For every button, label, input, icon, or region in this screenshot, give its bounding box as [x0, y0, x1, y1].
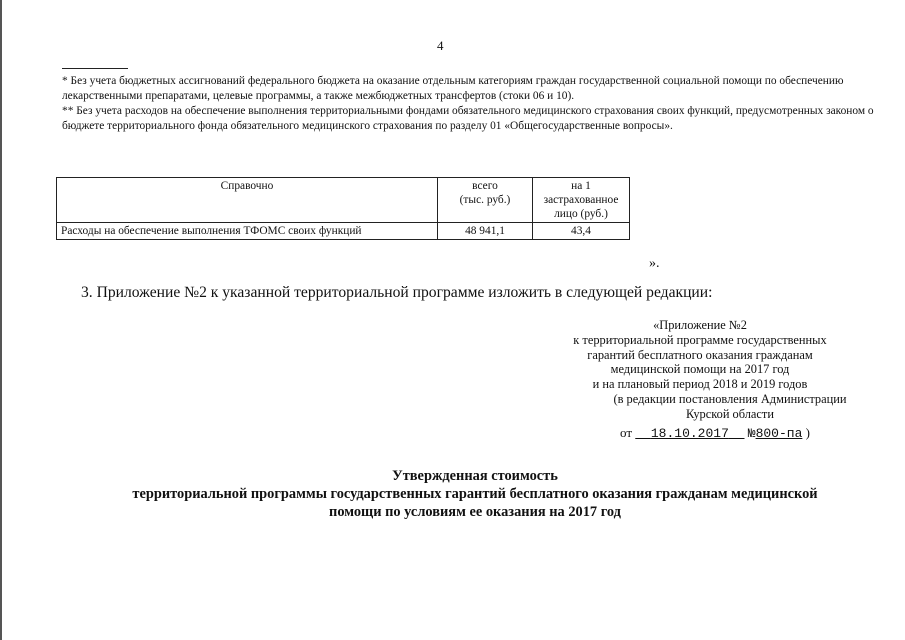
annex-line: Курской области	[686, 406, 774, 421]
header-reference: Справочно	[57, 178, 438, 223]
annex-line: «Приложение №2	[653, 318, 747, 332]
annex-line: медицинской помощи на 2017 год	[610, 362, 790, 377]
header-per-insured: на 1 застрахованное лицо (руб.)	[533, 178, 630, 223]
table-row	[57, 223, 630, 240]
title-line: Утвержденная стоимость	[392, 468, 558, 484]
annex-header	[540, 318, 860, 422]
page-left-edge	[0, 0, 2, 640]
annex-line: и на плановый период 2018 и 2019 годов	[592, 377, 808, 392]
footnote-separator	[62, 68, 128, 69]
annex-line: к территориальной программе государственных	[573, 332, 827, 347]
document-title	[60, 467, 890, 521]
header-total: всего (тыс. руб.)	[438, 178, 533, 223]
annex-line: (в редакции постановления Администрации	[613, 391, 847, 406]
resolution-date: 18.10.2017	[650, 426, 729, 441]
row-total: 48 941,1	[438, 223, 533, 240]
footnote-2: ** Без учета расходов на обеспечение выполнения территориальными фондами обязательного медицинского страхования своих функций, предусмотренных законом о бюджете территориального фонда обязательного медицинского страхования по разделу 01 «Общегосударственные вопросы».	[62, 105, 874, 132]
close-paren: )	[805, 425, 810, 440]
from-label: от	[620, 425, 633, 440]
footnotes	[62, 74, 874, 134]
closing-quote: ».	[649, 256, 660, 271]
title-line: помощи по условиям ее оказания на 2017 год	[329, 504, 621, 520]
reference-table	[56, 177, 630, 240]
table-header-row	[57, 178, 630, 223]
annex-line: гарантий бесплатного оказания гражданам	[587, 347, 813, 362]
row-label: Расходы на обеспечение выполнения ТФОМС своих функций	[57, 223, 438, 240]
footnote-1: * Без учета бюджетных ассигнований федерального бюджета на оказание отдельным категориям граждан государственной социальной помощи по обеспечению лекарственными препаратами, целевые программы, а также межбюджетных трансфертов (стоки 06 и 10).	[62, 75, 844, 102]
row-per-insured: 43,4	[533, 223, 630, 240]
number-label: №	[747, 426, 756, 441]
page-number: 4	[437, 38, 444, 53]
resolution-reference	[620, 425, 810, 441]
item-3-text: 3. Приложение №2 к указанной территориальной программе изложить в следующей редакции:	[81, 284, 713, 301]
title-line: территориальной программы государственных гарантий бесплатного оказания гражданам медицинской	[132, 486, 818, 502]
resolution-number: 800-па	[755, 426, 803, 441]
